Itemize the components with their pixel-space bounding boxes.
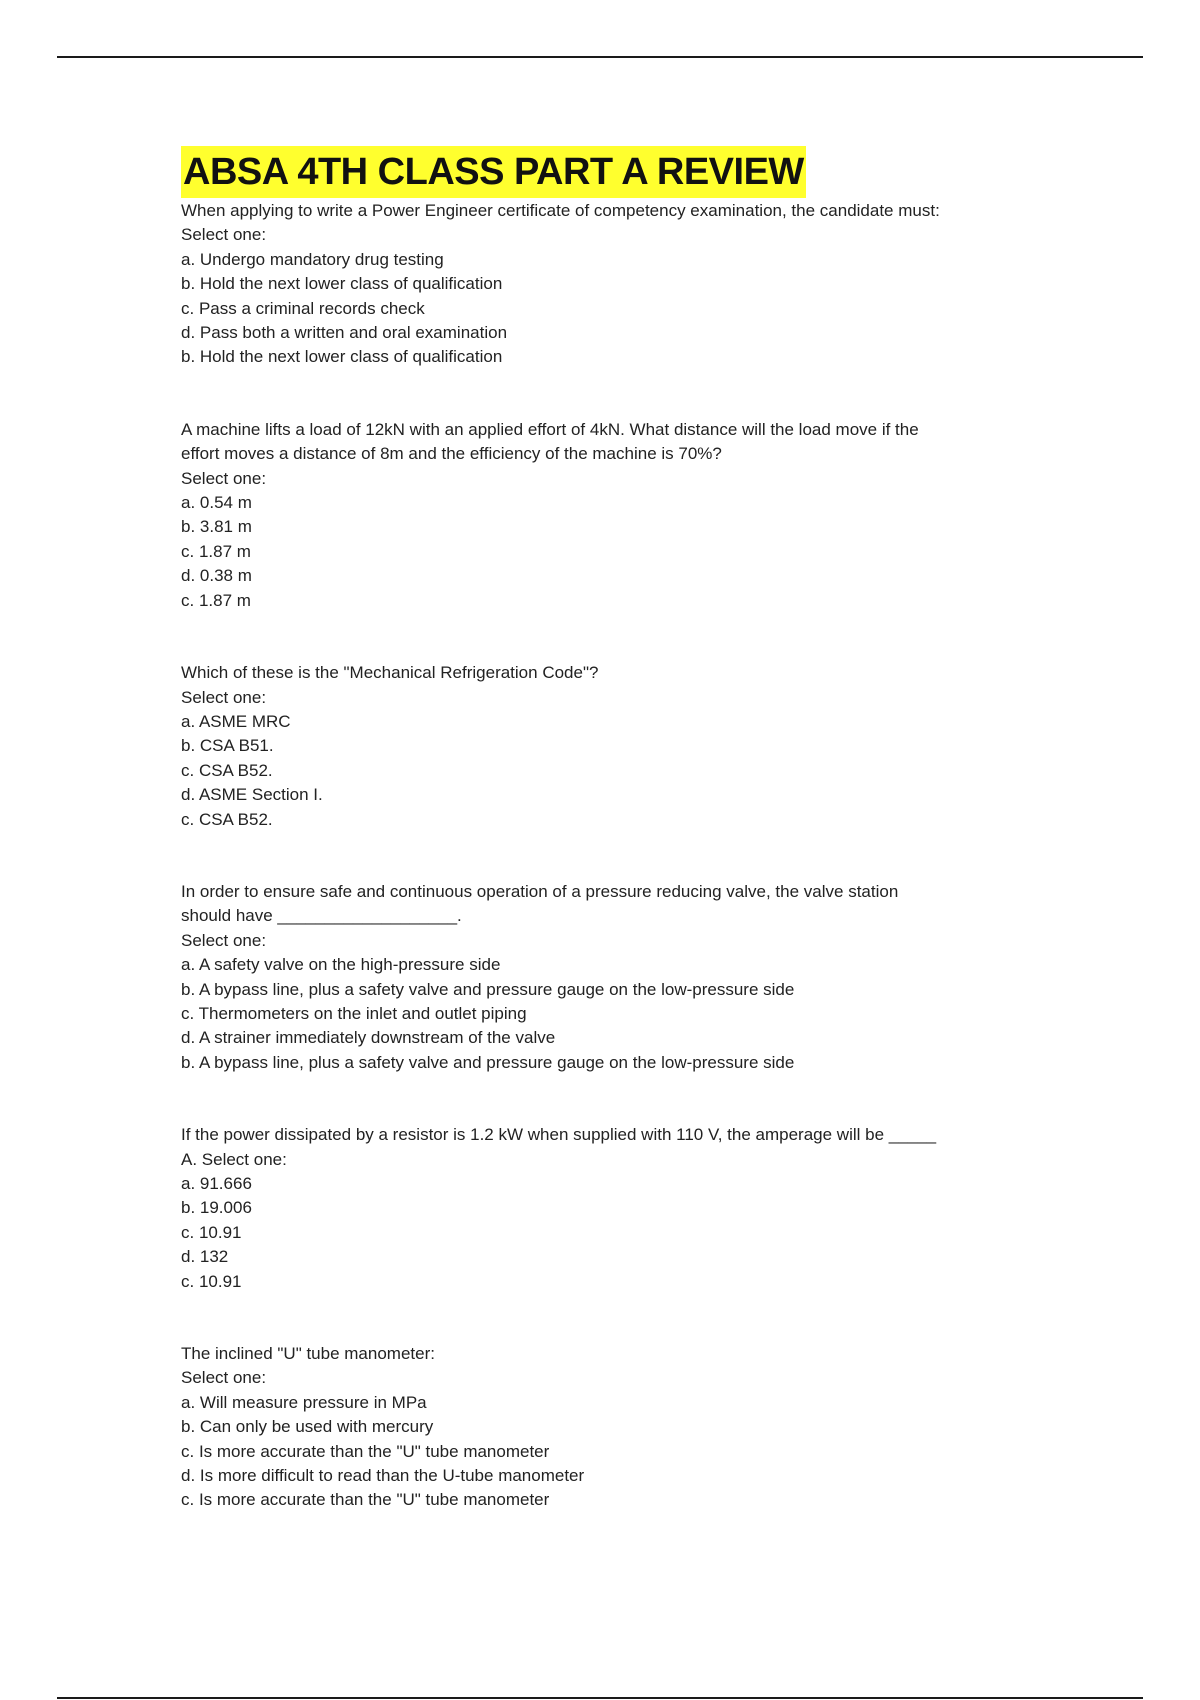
question-3 [181,661,1051,832]
question-stem: The inclined "U" tube manometer: [181,1344,435,1364]
question-4 [181,880,1051,1075]
question-prompt: Select one: [181,1368,267,1388]
question-5 [181,1123,1051,1294]
option-c: c. 1.87 m [181,541,251,561]
option-a: a. 91.666 [181,1174,252,1193]
option-b: b. 3.81 m [181,517,252,537]
question-stem: Which of these is the "Mechanical Refrigeration Code"? [181,663,599,683]
option-a: a. 0.54 m [181,493,252,513]
question-stem-line-2: effort moves a distance of 8m and the efficiency of the machine is 70%? [181,444,722,464]
answer: b. A bypass line, plus a safety valve and pressure gauge on the low-pressure side [181,1052,795,1072]
option-a: a. ASME MRC [181,711,291,731]
page-top-rule [57,56,1143,58]
option-d: d. Pass both a written and oral examination [181,323,508,343]
answer: c. 1.87 m [181,590,251,610]
option-c: c. Pass a criminal records check [181,298,425,318]
question-prompt: A. Select one: [181,1149,287,1169]
option-d: d. Is more difficult to read than the U-tube manometer [181,1466,585,1486]
option-b: b. 19.006 [181,1198,252,1218]
question-2 [181,418,1051,613]
option-a: a. A safety valve on the high-pressure side [181,955,501,975]
answer: b. Hold the next lower class of qualification [181,347,503,367]
option-c: c. Thermometers on the inlet and outlet piping [181,1003,527,1023]
question-prompt: Select one: [181,468,267,488]
option-d: d. A strainer immediately downstream of the valve [181,1028,556,1048]
option-d: d. ASME Section I. [181,785,323,805]
page-bottom-rule [57,1697,1143,1699]
question-prompt: Select one: [181,930,267,950]
answer: c. Is more accurate than the "U" tube manometer [181,1490,550,1510]
option-b: b. Can only be used with mercury [181,1417,434,1437]
question-prompt: Select one: [181,687,267,707]
question-stem-line-2: should have ___________________. [181,906,462,926]
option-a: a. Undergo mandatory drug testing [181,249,444,269]
question-6 [181,1342,1051,1513]
option-b: b. Hold the next lower class of qualification [181,274,503,294]
question-prompt: Select one: [181,225,267,245]
question-stem-line-1: A machine lifts a load of 12kN with an applied effort of 4kN. What distance will the load move if the [181,419,919,439]
question-stem: If the power dissipated by a resistor is 1.2 kW when supplied with 110 V, the amperage will be _____ [181,1125,937,1145]
question-stem: When applying to write a Power Engineer certificate of competency examination, the candidate must: [181,201,940,220]
option-c: c. 10.91 [181,1222,242,1242]
option-a: a. Will measure pressure in MPa [181,1392,427,1412]
option-d: d. 0.38 m [181,566,252,586]
question-1 [181,199,1051,370]
document-title: ABSA 4TH CLASS PART A REVIEW [181,146,806,198]
answer: c. CSA B52. [181,809,273,829]
option-d: d. 132 [181,1247,229,1267]
option-c: c. Is more accurate than the "U" tube manometer [181,1441,550,1461]
option-b: b. A bypass line, plus a safety valve and pressure gauge on the low-pressure side [181,979,795,999]
question-stem-line-1: In order to ensure safe and continuous operation of a pressure reducing valve, the valve station [181,881,899,901]
document-body [181,146,1051,1513]
option-b: b. CSA B51. [181,736,274,756]
option-c: c. CSA B52. [181,760,273,780]
answer: c. 10.91 [181,1271,242,1291]
